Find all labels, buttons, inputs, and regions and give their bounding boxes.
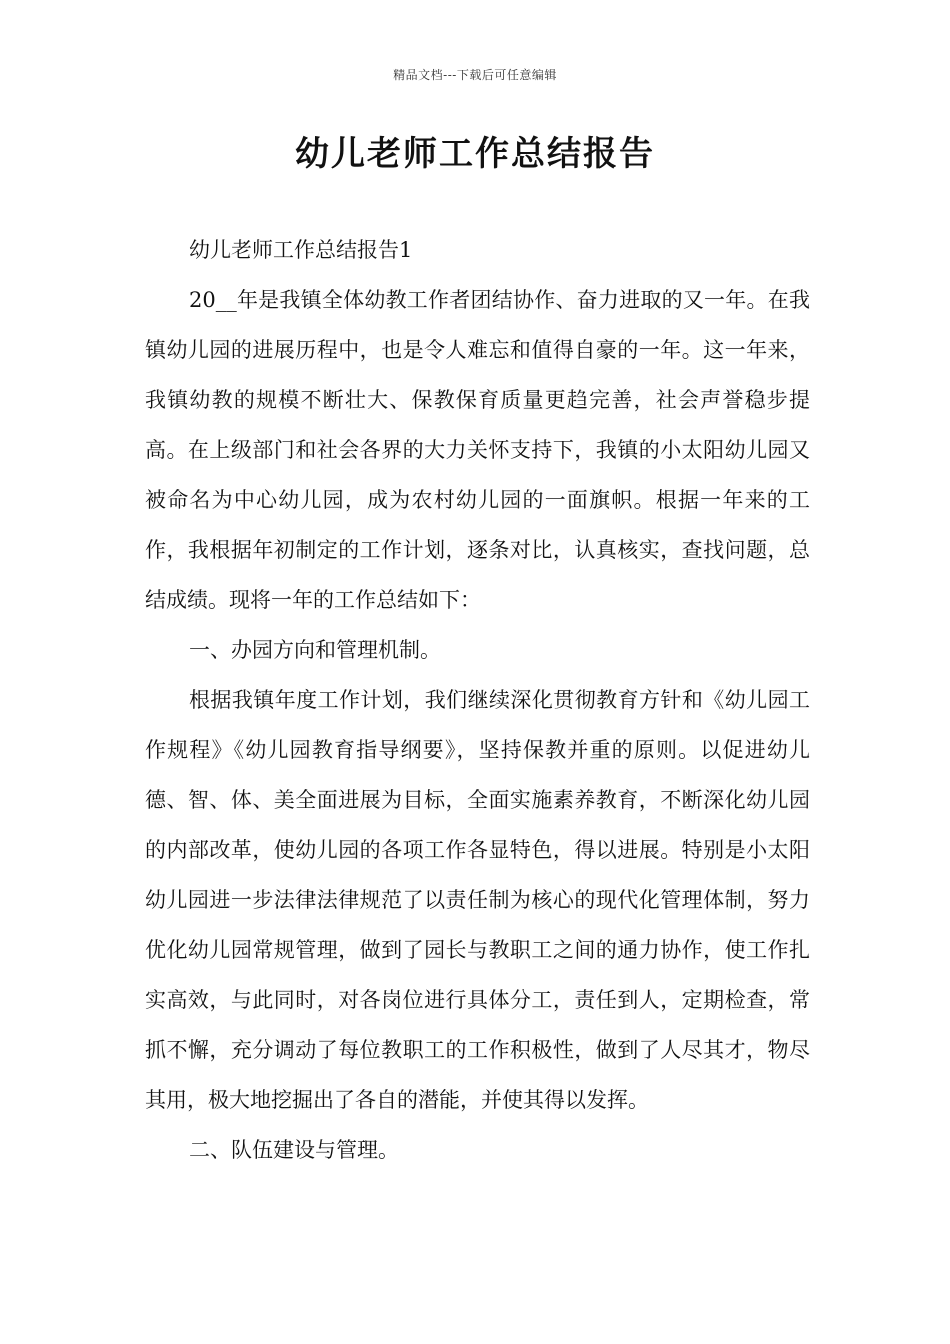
paragraph: 根据我镇年度工作计划，我们继续深化贯彻教育方针和《幼儿园工作规程》《幼儿园教育指导纲要》，坚持保教并重的原则。以促进幼儿德、智、体、美全面进展为目标，全面实施素养教育，不断深化幼儿园的内部改革，使幼儿园的各项工作各显特色，得以进展。特别是小太阳幼儿园进一步法律法律规范了以责任制为核心的现代化管理体制，努力优化幼儿园常规管理，做到了园长与教职工之间的通力协作，使工作扎实高效，与此同时，对各岗位进行具体分工，责任到人，定期检查，常抓不懈，充分调动了每位教职工的工作积极性，做到了人尽其才，物尽其用，极大地挖掘出了各自的潜能，并使其得以发挥。: [145, 688, 810, 1112]
section-heading: 二、队伍建设与管理。: [189, 1138, 399, 1162]
document-title: 幼儿老师工作总结报告: [295, 134, 655, 174]
section-heading: 一、办园方向和管理机制。: [189, 638, 441, 662]
page-header: 精品文档---下载后可任意编辑: [393, 68, 557, 82]
paragraph: 20__年是我镇全体幼教工作者团结协作、奋力进取的又一年。在我镇幼儿园的进展历程中，也是令人难忘和值得自豪的一年。这一年来，我镇幼教的规模不断壮大、保教保育质量更趋完善，社会声誉稳步提高。在上级部门和社会各界的大力关怀支持下，我镇的小太阳幼儿园又被命名为中心幼儿园，成为农村幼儿园的一面旗帜。根据一年来的工作，我根据年初制定的工作计划，逐条对比，认真核实，查找问题，总结成绩。现将一年的工作总结如下：: [145, 288, 810, 612]
section-heading: 幼儿老师工作总结报告1: [189, 238, 413, 262]
document-body: [145, 225, 810, 1175]
